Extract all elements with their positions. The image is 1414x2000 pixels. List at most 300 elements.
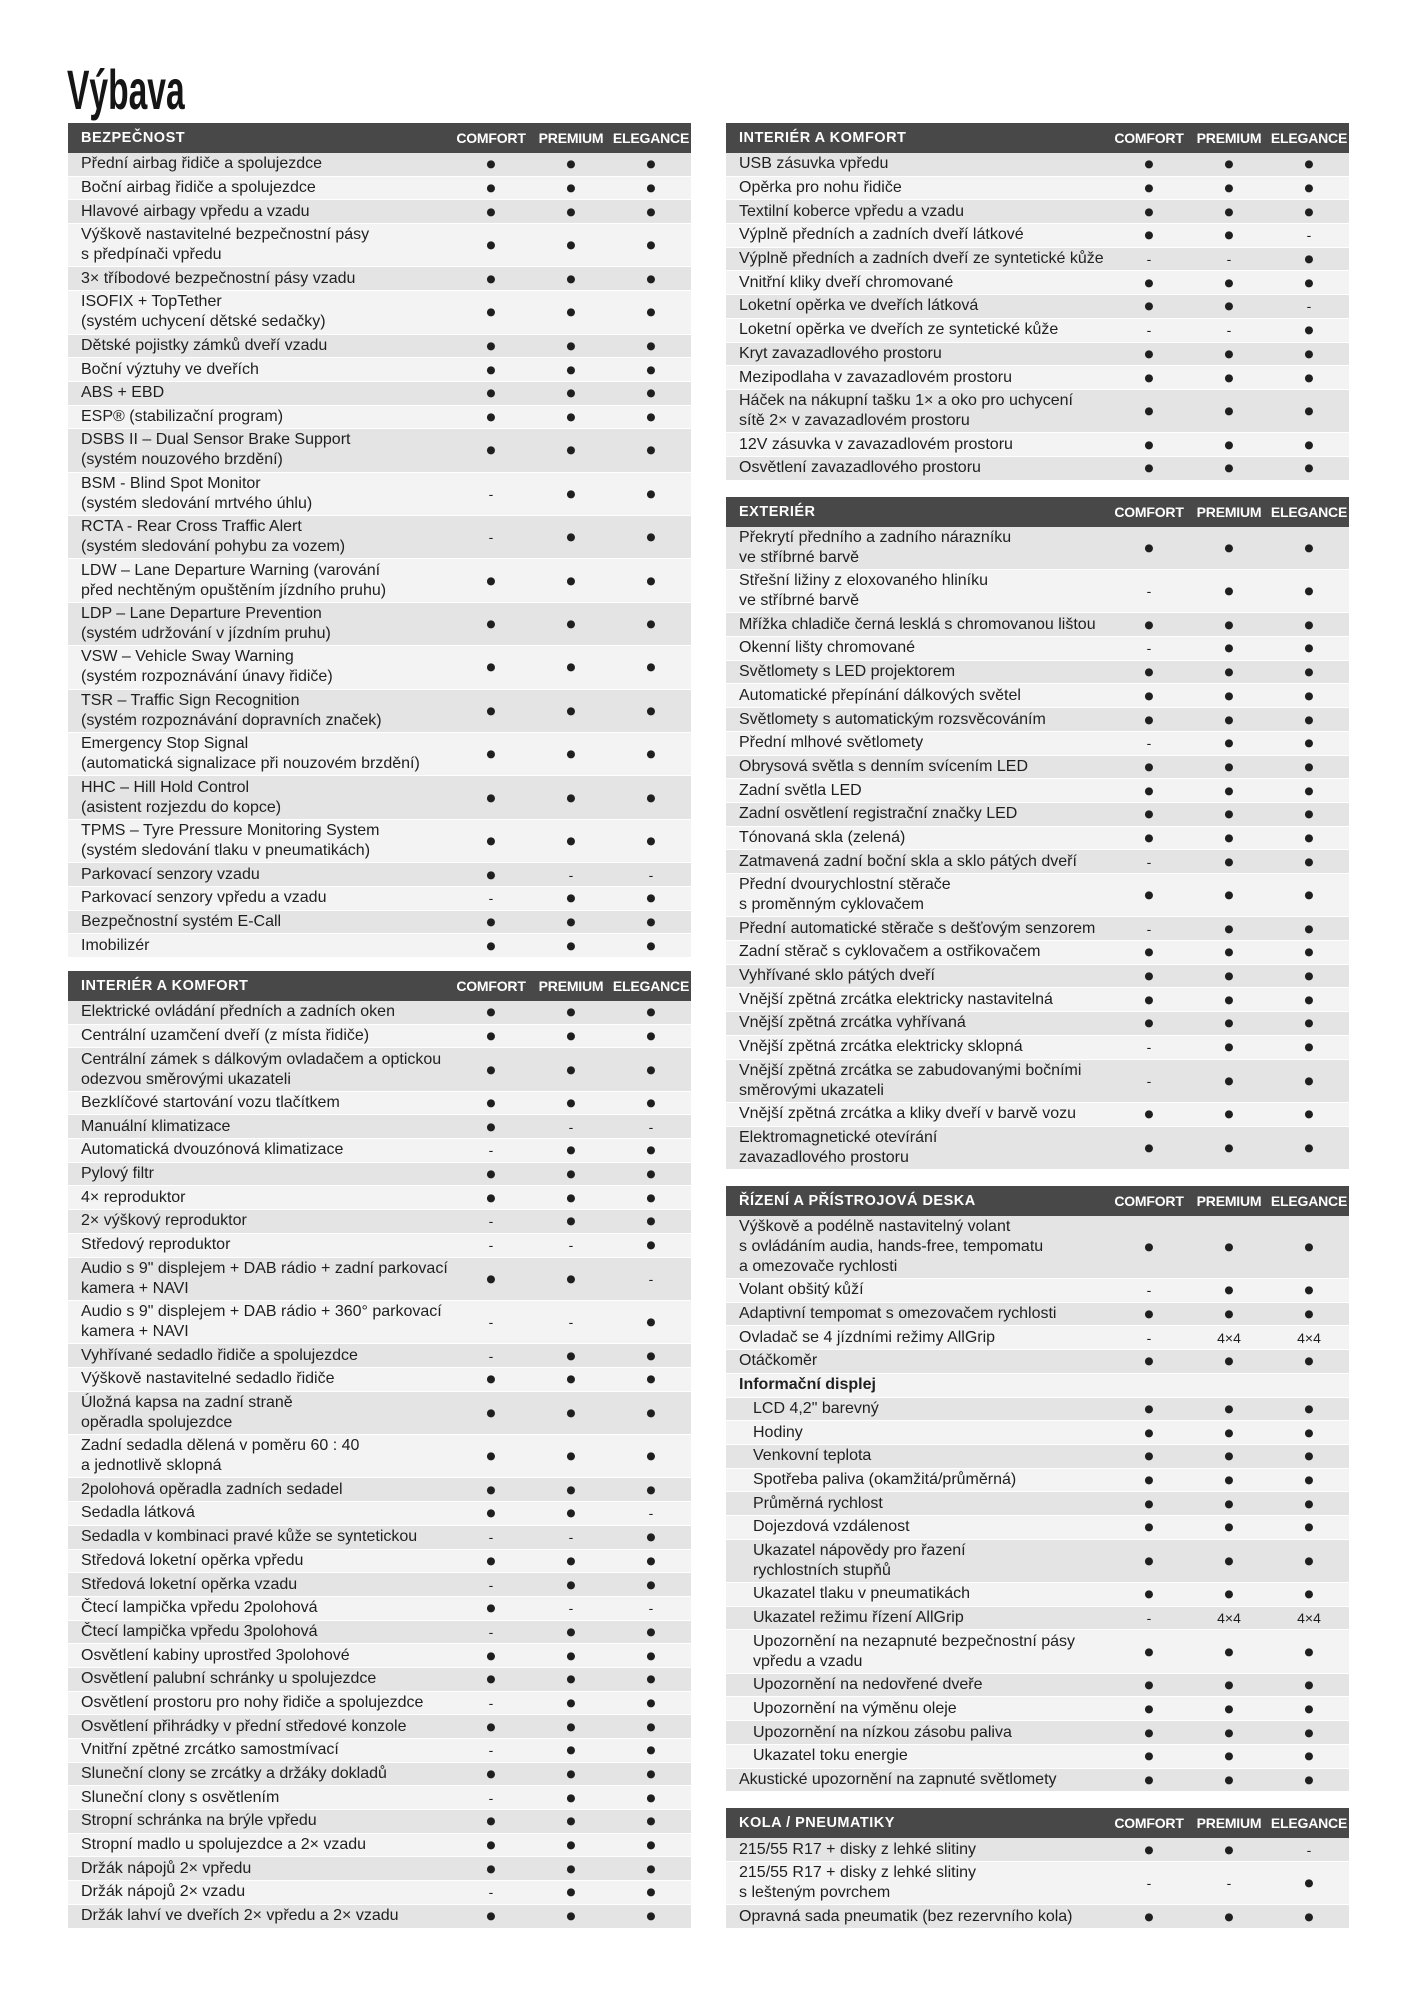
spec-value-elegance: ● [1304,689,1314,702]
spec-value-elegance: ● [1304,737,1314,750]
spec-row-label: VSW – Vehicle Sway Warning (systém rozpoznávání únavy řidiče) [81,648,333,686]
spec-row [68,1502,691,1526]
spec-value-premium: ● [566,531,576,544]
spec-value-elegance: ● [1304,1910,1314,1923]
spec-row-label: Čtecí lampička vpředu 2polohová [81,1599,318,1617]
spec-value-comfort: ● [1144,300,1154,313]
column-header-premium: PREMIUM [1196,130,1262,146]
spec-value-comfort: ● [1144,276,1154,289]
spec-value-comfort: ● [1144,541,1154,554]
spec-value-premium: ● [1224,229,1234,242]
spec-value-comfort: - [488,1694,494,1711]
spec-row [68,1644,691,1668]
spec-value-comfort: - [1146,1875,1152,1892]
spec-row [726,295,1349,319]
spec-value-comfort: - [1146,1039,1152,1056]
spec-row-label: Přední airbag řidiče a spolujezdce [81,155,323,173]
spec-value-comfort: ● [1144,182,1154,195]
spec-value-comfort: ● [486,791,496,804]
spec-value-premium: - [568,1529,574,1546]
spec-value-comfort: ● [1144,784,1154,797]
spec-value-elegance: ● [1304,253,1314,266]
spec-value-elegance: ● [1304,405,1314,418]
spec-value-elegance: ● [646,363,656,376]
spec-value-premium: ● [566,1720,576,1733]
spec-value-elegance: ● [1304,1402,1314,1415]
spec-value-comfort: ● [486,387,496,400]
spec-row [68,1210,691,1234]
spec-value-comfort: ● [1144,1355,1154,1368]
spec-row-label: 12V zásuvka v zavazadlovém prostoru [739,435,1013,453]
column-header-elegance: ELEGANCE [1270,503,1348,520]
spec-row-label: Dojezdová vzdálenost [753,1518,910,1536]
spec-row-label: 2polohová opěradla zadních sedadel [81,1480,343,1498]
spec-row-label: Boční výztuhy ve dveřích [81,360,259,378]
section-header [726,123,1349,153]
spec-row [726,684,1349,708]
spec-row [68,473,691,516]
spec-value-comfort: ● [1144,438,1154,451]
spec-row [726,1060,1349,1103]
spec-value-premium: ● [1224,1241,1234,1254]
column-header-comfort: COMFORT [1114,1815,1184,1832]
spec-value-elegance: ● [646,1862,656,1875]
spec-value-comfort: ● [1144,1141,1154,1154]
spec-value-comfort: - [488,1529,494,1546]
spec-row-label: Středová loketní opěrka vzadu [81,1575,298,1593]
spec-value-premium: ● [566,1862,576,1875]
spec-value-premium: ● [1224,1679,1234,1692]
spec-value-comfort: ● [1144,1108,1154,1121]
spec-value-comfort: - [1146,583,1152,600]
spec-value-elegance: ● [646,1696,656,1709]
spec-row [68,1258,691,1301]
column-header-elegance: ELEGANCE [1270,130,1348,146]
spec-row [726,153,1349,177]
spec-value-premium: ● [1224,1426,1234,1439]
spec-value-comfort: ● [1144,1588,1154,1601]
spec-value-elegance: 4×4 [1297,1329,1321,1346]
spec-row-label: LDW – Lane Departure Warning (varování před nechtěným opuštěním jízdního pruhu) [81,561,387,599]
spec-value-premium: ● [566,748,576,761]
spec-row-label: Bezpečnostní systém E-Call [81,912,282,930]
spec-section [726,123,1349,481]
spec-value-comfort: ● [486,704,496,717]
spec-row [68,291,691,334]
spec-row [68,224,691,267]
spec-row-label: Automatická dvouzónová klimatizace [81,1141,344,1159]
spec-row [726,965,1349,989]
spec-value-elegance: ● [646,661,656,674]
spec-value-elegance: ● [1304,371,1314,384]
spec-value-premium: ● [1224,1355,1234,1368]
column-header-premium: PREMIUM [1196,1192,1262,1209]
spec-value-elegance: - [648,1118,654,1135]
spec-row-label: Úložná kapsa na zadní straně opěradla spolujezdce [81,1393,293,1431]
spec-value-premium: ● [1224,1910,1234,1923]
spec-value-premium: ● [1224,642,1234,655]
spec-value-premium: ● [566,1839,576,1852]
spec-row [726,941,1349,965]
spec-value-comfort: ● [1144,1521,1154,1534]
spec-row-label: Sedadla v kombinaci pravé kůže se syntetickou [81,1528,418,1546]
spec-row-label: Výplně předních a zadních dveří ze syntetické kůže [739,250,1104,268]
spec-row-label: Osvětlení prostoru pro nohy řidiče a spolujezdce [81,1693,424,1711]
spec-value-premium: ● [1224,946,1234,959]
spec-row [726,637,1349,661]
spec-value-comfort: ● [1144,1679,1154,1692]
spec-value-elegance: ● [646,444,656,457]
spec-row-label: Osvětlení přihrádky v přední středové konzole [81,1717,407,1735]
spec-value-comfort: ● [486,1373,496,1386]
spec-row [68,1392,691,1435]
spec-row [726,1516,1349,1540]
spec-value-premium: - [568,1314,574,1331]
column-header-elegance: ELEGANCE [612,977,690,994]
spec-value-elegance: ● [646,892,656,905]
spec-value-comfort: ● [1144,1402,1154,1415]
spec-value-comfort: ● [486,1910,496,1923]
spec-row [68,1905,691,1929]
spec-value-comfort: ● [1144,970,1154,983]
spec-row [726,457,1349,481]
spec-value-elegance: - [648,866,654,883]
column-header-comfort: COMFORT [1114,503,1184,520]
spec-section [68,123,691,958]
spec-row-label: Ukazatel tlaku v pneumatikách [753,1585,970,1603]
spec-row-label: Zadní osvětlení registrační značky LED [739,805,1018,823]
spec-row-label: 215/55 R17 + disky z lehké slitiny [739,1840,977,1858]
spec-value-comfort: ● [1144,808,1154,821]
spec-value-comfort: - [1146,1072,1152,1089]
spec-row [726,1012,1349,1036]
spec-value-elegance: ● [1304,1554,1314,1567]
spec-value-comfort: ● [486,1839,496,1852]
section-title: ŘÍZENÍ A PŘÍSTROJOVÁ DESKA [739,1192,976,1209]
spec-row-label: Venkovní teplota [753,1447,872,1465]
spec-value-premium: ● [1224,1402,1234,1415]
spec-row [68,1668,691,1692]
spec-row [726,1036,1349,1060]
spec-value-premium: - [568,1237,574,1254]
spec-value-elegance: ● [646,1554,656,1567]
spec-row [68,1048,691,1091]
spec-value-comfort: - [488,1623,494,1640]
spec-row [726,1103,1349,1127]
column-header-comfort: COMFORT [1114,1192,1184,1209]
spec-row-label: Světlomety s LED projektorem [739,663,956,681]
spec-value-comfort: ● [486,574,496,587]
spec-row-label: Háček na nákupní tašku 1× a oko pro uchycení sítě 2× v zavazadlovém prostoru [739,392,1073,430]
spec-row-label: Zadní stěrač s cyklovačem a ostřikovačem [739,943,1041,961]
spec-value-comfort: ● [486,272,496,285]
spec-value-elegance: ● [1304,889,1314,902]
spec-value-premium: ● [566,574,576,587]
spec-row-label: 4× reproduktor [81,1188,186,1206]
spec-row-label: BSM - Blind Spot Monitor (systém sledování mrtvého úhlu) [81,474,313,512]
spec-value-elegance: ● [1304,1426,1314,1439]
spec-value-comfort: ● [486,158,496,171]
spec-row-label: Elektromagnetické otevírání zavazadlového prostoru [739,1128,938,1166]
spec-value-premium: - [568,866,574,883]
spec-value-premium: ● [566,1696,576,1709]
spec-row [68,1715,691,1739]
spec-row-label: Audio s 9" displejem + DAB rádio + zadní parkovací kamera + NAVI [81,1259,448,1297]
spec-value-premium: ● [566,339,576,352]
spec-row [68,934,691,958]
spec-value-comfort: ● [486,1168,496,1181]
spec-value-elegance: ● [1304,182,1314,195]
spec-row-label: Stropní madlo u spolujezdce a 2× vzadu [81,1836,367,1854]
spec-value-comfort: - [1146,1610,1152,1627]
spec-value-elegance: ● [1304,541,1314,554]
spec-row-label: Centrální zámek s dálkovým ovladačem a optickou odezvou směrovými ukazateli [81,1050,442,1088]
spec-value-comfort: - [488,1789,494,1806]
spec-value-premium: ● [1224,1554,1234,1567]
spec-value-premium: - [1226,251,1232,268]
left-column [68,123,691,1929]
spec-value-comfort: - [488,1213,494,1230]
spec-row-label: Loketní opěrka ve dveřích látková [739,297,979,315]
spec-value-premium: ● [566,1886,576,1899]
spec-row-label: Vyhřívané sklo pátých dveří [739,967,935,985]
spec-value-comfort: ● [486,661,496,674]
spec-group-heading [726,1374,1349,1398]
spec-value-premium: ● [566,410,576,423]
column-header-elegance: ELEGANCE [1270,1815,1348,1832]
spec-value-premium: ● [566,158,576,171]
spec-row-label: Zadní sedadla dělená v poměru 60 : 40 a jednotlivě sklopná [81,1437,360,1475]
spec-value-comfort: ● [486,1272,496,1285]
spec-row-label: 2× výškový reproduktor [81,1212,247,1230]
spec-value-comfort: ● [486,1483,496,1496]
spec-value-elegance: ● [1304,324,1314,337]
spec-row-label: LCD 4,2" barevný [753,1399,879,1417]
spec-value-premium: ● [566,1578,576,1591]
spec-section [726,497,1349,1170]
spec-value-premium: ● [566,1673,576,1686]
spec-value-premium: ● [566,1029,576,1042]
spec-value-premium: ● [566,791,576,804]
spec-value-comfort: ● [486,339,496,352]
spec-row [68,1881,691,1905]
spec-value-elegance: ● [646,1531,656,1544]
spec-value-elegance: ● [1304,946,1314,959]
spec-value-elegance: ● [646,1886,656,1899]
spec-value-elegance: ● [1304,1497,1314,1510]
spec-value-premium: ● [566,892,576,905]
spec-row-label: Vnější zpětná zrcátka elektricky sklopná [739,1038,1023,1056]
spec-row-label: Vnitřní zpětné zrcátko samostmívací [81,1741,339,1759]
spec-row [726,1279,1349,1303]
spec-row-label: Ukazatel toku energie [753,1747,908,1765]
spec-row-label: Opěrka pro nohu řidiče [739,179,902,197]
spec-value-premium: ● [566,1649,576,1662]
spec-value-elegance: ● [646,1578,656,1591]
spec-row-label: Sedadla látková [81,1504,195,1522]
spec-row [726,319,1349,343]
spec-value-comfort: ● [1144,1017,1154,1030]
spec-value-premium: ● [1224,541,1234,554]
spec-value-comfort: - [488,1742,494,1759]
spec-value-premium: ● [566,1744,576,1757]
spec-row [68,1526,691,1550]
spec-value-comfort: ● [486,1063,496,1076]
spec-value-elegance: ● [646,1720,656,1733]
spec-row [726,177,1349,201]
spec-value-premium: ● [566,444,576,457]
spec-value-premium: ● [566,704,576,717]
section-title: INTERIÉR A KOMFORT [739,130,907,146]
spec-row [726,613,1349,637]
spec-value-premium: ● [1224,1497,1234,1510]
spec-value-premium: ● [1224,1645,1234,1658]
spec-row [68,1115,691,1139]
spec-row [726,988,1349,1012]
spec-row-label: Upozornění na výměnu oleje [753,1699,957,1717]
spec-row [726,200,1349,224]
spec-row [68,1092,691,1116]
spec-value-elegance: ● [646,1673,656,1686]
spec-row-label: ABS + EBD [81,384,165,402]
spec-value-comfort: ● [486,1120,496,1133]
spec-value-elegance: ● [646,1815,656,1828]
spec-row [68,1368,691,1392]
spec-value-elegance: ● [1304,1241,1314,1254]
spec-row-label: Výškově nastavitelné bezpečnostní pásy s předpínači vpředu [81,226,370,264]
spec-value-elegance: ● [646,158,656,171]
spec-row-label: Zatmavená zadní boční skla a sklo pátých dveří [739,852,1077,870]
spec-value-comfort: ● [486,205,496,218]
spec-row [68,1001,691,1025]
spec-row-label: Volant obšitý kůží [739,1281,864,1299]
spec-row-label: LDP – Lane Departure Prevention (systém udržování v jízdním pruhu) [81,605,331,643]
spec-value-elegance: ● [1304,1355,1314,1368]
spec-value-comfort: - [488,1142,494,1159]
spec-value-comfort: ● [486,1006,496,1019]
spec-value-elegance: ● [1304,1702,1314,1715]
spec-value-premium: ● [1224,855,1234,868]
spec-value-premium: ● [566,1507,576,1520]
spec-row [68,1186,691,1210]
spec-row [68,267,691,291]
spec-value-comfort: ● [486,748,496,761]
spec-value-elegance: ● [646,1625,656,1638]
section-title: BEZPEČNOST [81,130,186,146]
spec-value-premium: - [568,1600,574,1617]
spec-value-elegance: ● [1304,347,1314,360]
spec-row-label: Vnitřní kliky dveří chromované [739,273,954,291]
spec-row [68,1786,691,1810]
spec-value-premium: ● [566,834,576,847]
spec-value-elegance: ● [1304,1041,1314,1054]
spec-row [68,911,691,935]
spec-value-premium: ● [1224,182,1234,195]
spec-row [68,1763,691,1787]
spec-value-comfort: ● [1144,831,1154,844]
spec-row [726,1674,1349,1698]
spec-value-premium: ● [1224,371,1234,384]
spec-row [68,382,691,406]
spec-row-label: Překrytí předního a zadního nárazníku ve stříbrné barvě [739,528,1012,566]
spec-row-label: Imobilizér [81,936,150,954]
spec-value-elegance: - [1306,1841,1312,1858]
spec-value-comfort: ● [1144,1910,1154,1923]
spec-row-label: Pylový filtr [81,1165,154,1183]
spec-row-label: Sluneční clony s osvětlením [81,1788,280,1806]
spec-value-premium: ● [1224,1843,1234,1856]
column-header-comfort: COMFORT [1114,130,1184,146]
spec-value-comfort: ● [1144,1843,1154,1856]
spec-value-elegance: ● [646,1006,656,1019]
spec-value-comfort: ● [1144,229,1154,242]
spec-value-comfort: - [488,890,494,907]
spec-value-premium: ● [566,1097,576,1110]
spec-value-elegance: ● [646,1649,656,1662]
spec-row [68,733,691,776]
spec-row-label: Audio s 9" displejem + DAB rádio + 360° parkovací kamera + NAVI [81,1303,442,1341]
spec-value-elegance: ● [1304,1141,1314,1154]
spec-value-elegance: ● [646,915,656,928]
spec-value-comfort: ● [486,1554,496,1567]
spec-row-label: Výškově a podélně nastavitelný volant s ovládáním audia, hands-free, tempomatu a omezovače rychlosti [739,1218,1044,1276]
spec-row-label: RCTA - Rear Cross Traffic Alert (systém sledování pohybu za vozem) [81,518,346,556]
spec-value-elegance: ● [646,306,656,319]
section-header [726,497,1349,527]
spec-row-label: Držák nápojů 2× vpředu [81,1859,252,1877]
spec-value-elegance: ● [646,1839,656,1852]
spec-value-premium: ● [566,1768,576,1781]
spec-row-label: Spotřeba paliva (okamžitá/průměrná) [753,1470,1017,1488]
spec-row-label: 3× tříbodové bezpečnostní pásy vzadu [81,269,356,287]
spec-row-label: Hodiny [753,1423,803,1441]
spec-row-label: Textilní koberce vpředu a vzadu [739,202,965,220]
spec-value-elegance: ● [1304,808,1314,821]
spec-value-premium: ● [1224,1141,1234,1154]
spec-value-comfort: ● [486,1815,496,1828]
spec-value-comfort: ● [1144,1497,1154,1510]
spec-row [726,1350,1349,1374]
spec-value-premium: ● [566,182,576,195]
spec-value-elegance: ● [1304,205,1314,218]
spec-value-premium: ● [566,205,576,218]
spec-value-comfort: ● [486,1649,496,1662]
spec-row [68,820,691,863]
spec-value-premium: ● [566,387,576,400]
section-header [68,123,691,153]
spec-row-label: Středová loketní opěrka vpředu [81,1551,304,1569]
spec-value-comfort: ● [1144,1241,1154,1254]
spec-value-elegance: ● [646,182,656,195]
spec-row [726,271,1349,295]
spec-value-elegance: ● [1304,1726,1314,1739]
spec-value-elegance: ● [646,1191,656,1204]
spec-value-premium: ● [1224,585,1234,598]
spec-row [726,1862,1349,1905]
spec-row-label: Upozornění na nízkou zásobu paliva [753,1723,1012,1741]
spec-row [726,732,1349,756]
spec-row-label: TPMS – Tyre Pressure Monitoring System (systém sledování tlaku v pneumatikách) [81,821,380,859]
spec-row [726,1540,1349,1583]
spec-value-comfort: ● [1144,713,1154,726]
spec-row-label: Vnější zpětná zrcátka a kliky dveří v barvě vozu [739,1105,1077,1123]
spec-value-comfort: - [1146,1329,1152,1346]
spec-value-comfort: ● [1144,993,1154,1006]
spec-value-premium: ● [566,1373,576,1386]
spec-value-premium: ● [566,1554,576,1567]
spec-row-label: TSR – Traffic Sign Recognition (systém rozpoznávání dopravních značek) [81,691,382,729]
spec-value-premium: ● [566,939,576,952]
